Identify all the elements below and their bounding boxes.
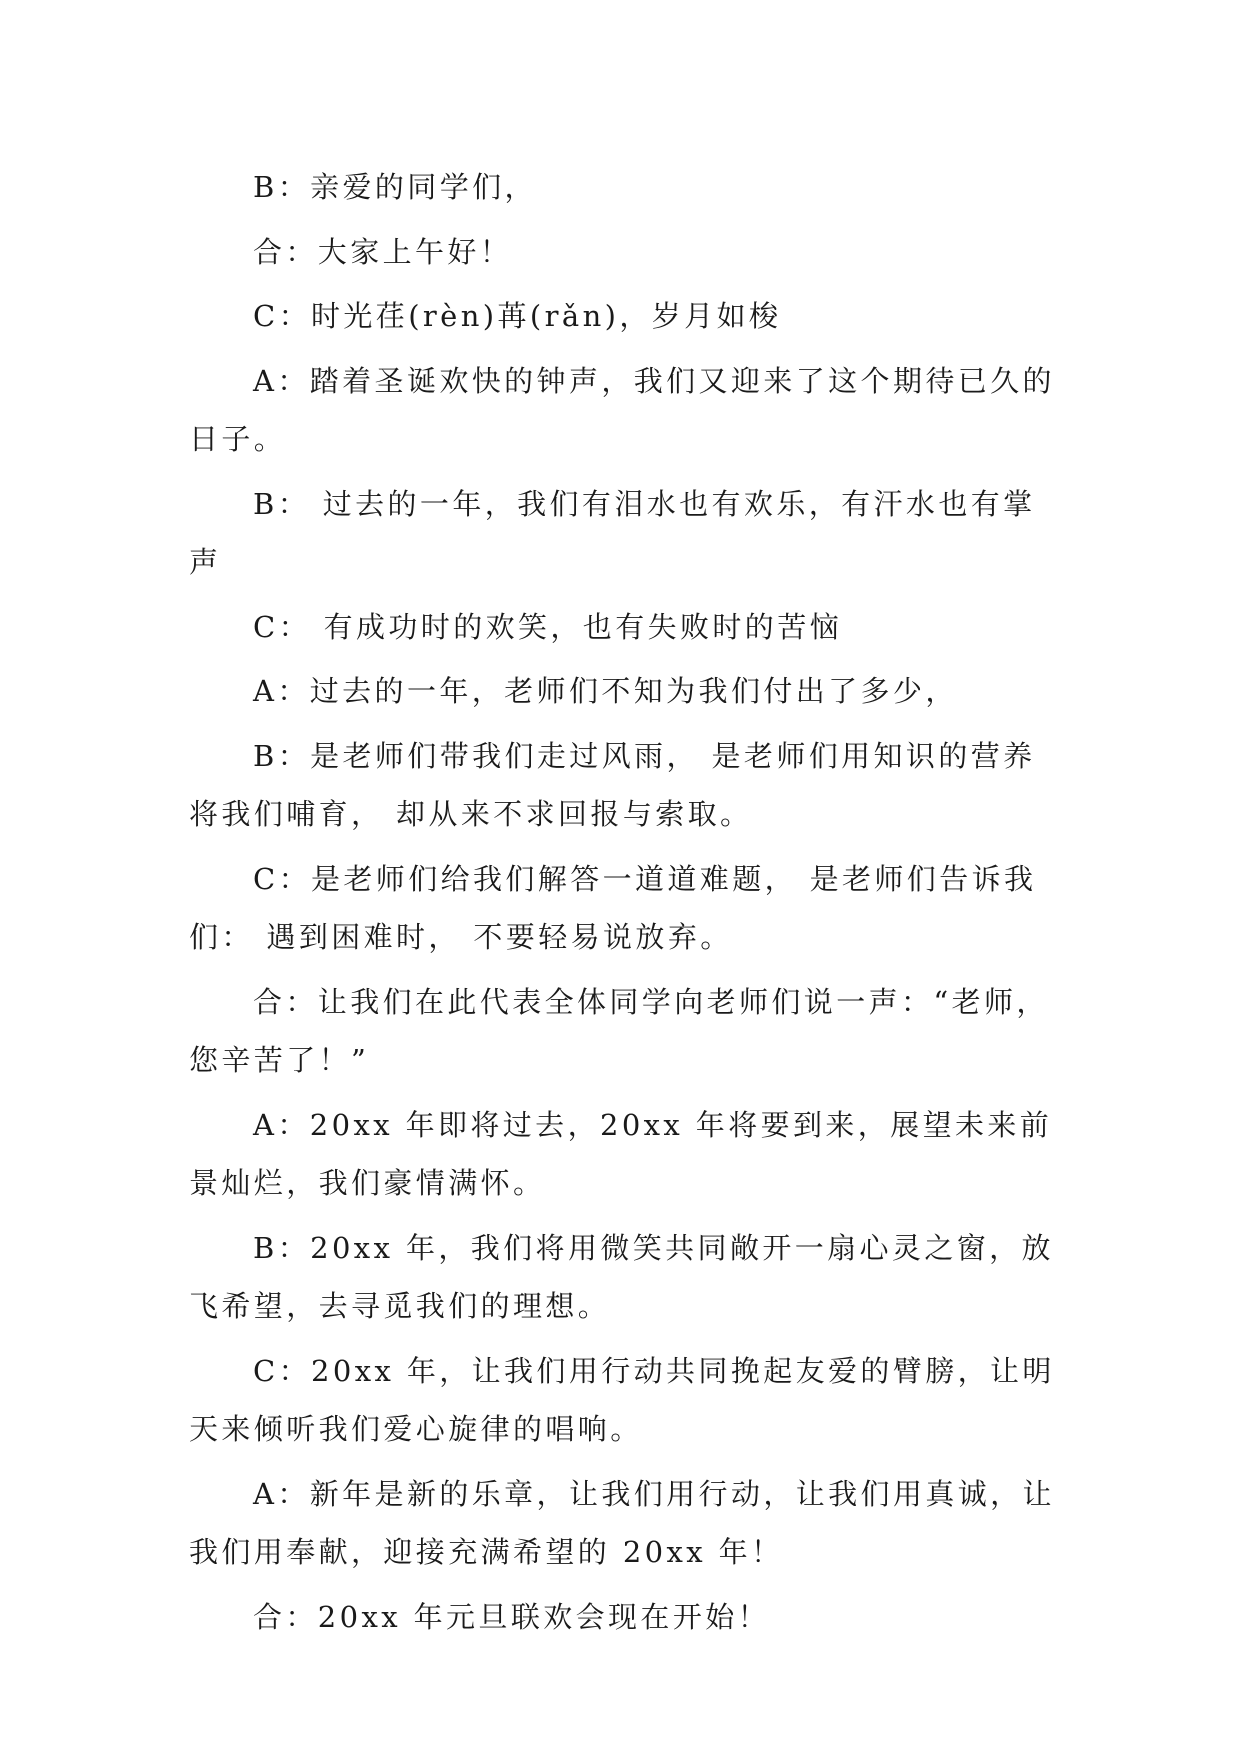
paragraph-b-teachers-nurture: B：是老师们带我们走过风雨， 是老师们用知识的营养将我们哺育， 却从来不求回报与索取。 <box>189 738 1036 831</box>
paragraph-b-window-of-heart: B：20xx 年，我们将用微笑共同敞开一扇心灵之窗，放飞希望，去寻觅我们的理想。 <box>189 1230 1054 1323</box>
paragraph-c-arms-of-friendship: C：20xx 年，让我们用行动共同挽起友爱的臂膀，让明天来倾听我们爱心旋律的唱响。 <box>189 1353 1055 1446</box>
paragraph-c-teachers-answer: C：是老师们给我们解答一道道难题， 是老师们告诉我们： 遇到困难时， 不要轻易说放弃。 <box>189 861 1037 954</box>
paragraph-all-thank-teachers: 合：让我们在此代表全体同学向老师们说一声：“老师，您辛苦了！” <box>189 984 1049 1077</box>
paragraph-b-past-year: B： 过去的一年，我们有泪水也有欢乐，有汗水也有掌声 <box>189 486 1036 579</box>
paragraph-a-new-year-coming: A：20xx 年即将过去，20xx 年将要到来，展望未来前景灿烂，我们豪情满怀。 <box>189 1107 1053 1200</box>
paragraph-c-success-failure: C： 有成功时的欢笑，也有失败时的苦恼 <box>253 609 843 644</box>
paragraph-b-greeting: B：亲爱的同学们， <box>253 170 537 204</box>
paragraph-all-good-morning: 合：大家上午好！ <box>253 234 513 269</box>
document-body <box>189 158 1055 1652</box>
paragraph-all-party-begins: 合：20xx 年元旦联欢会现在开始！ <box>253 1599 771 1634</box>
paragraph-a-teachers-gave: A：过去的一年，老师们不知为我们付出了多少， <box>253 674 958 708</box>
paragraph-c-time-flies: C：时光荏(rèn)苒(rǎn)，岁月如梭 <box>253 299 782 333</box>
paragraph-a-new-chapter: A：新年是新的乐章，让我们用行动，让我们用真诚，让我们用奉献，迎接充满希望的 20xx 年！ <box>189 1476 1055 1569</box>
paragraph-a-christmas-bells: A：踏着圣诞欢快的钟声，我们又迎来了这个期待已久的日子。 <box>189 363 1055 456</box>
